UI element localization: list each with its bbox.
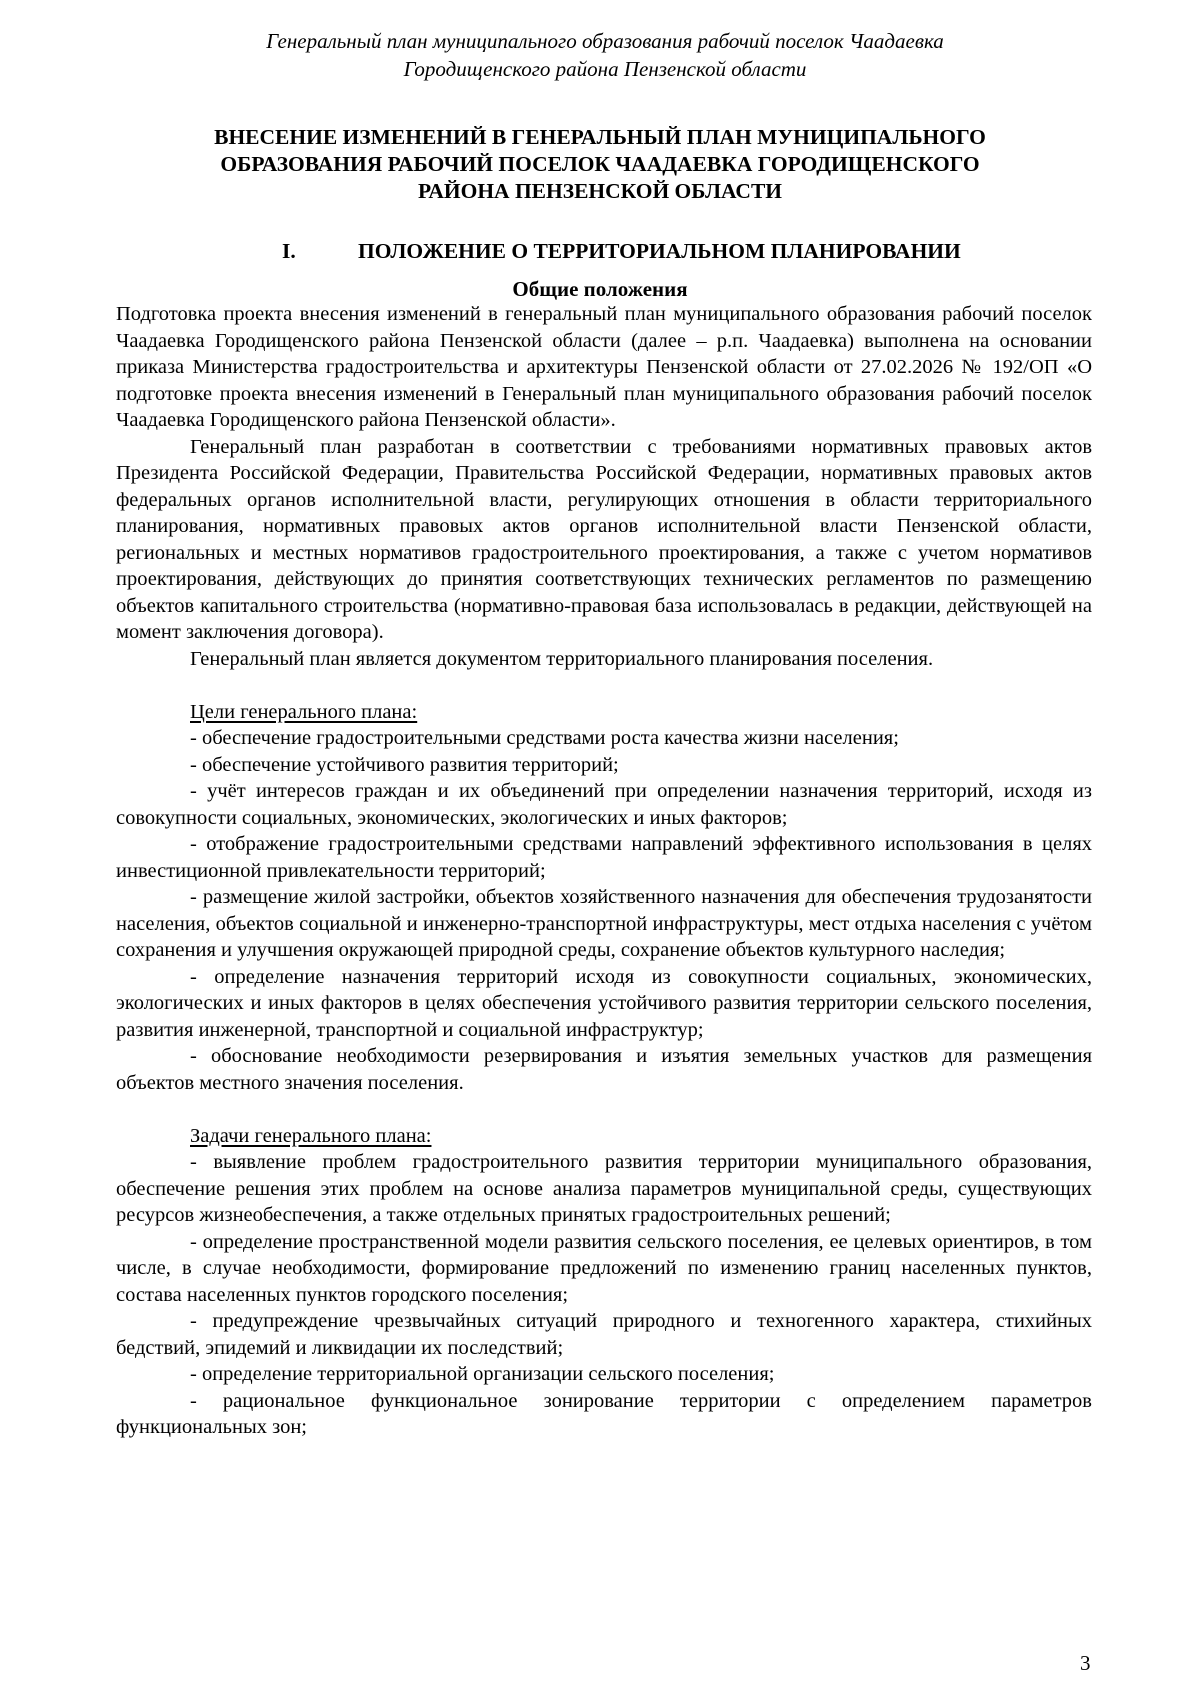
goal-item: - определение назначения территорий исходя из совокупности социальных, экономических, экологических и иных факторов в целях обеспечения устойчивого развития территории сельского поселения, развития инженерной, транспортной и социальной инфраструктур; bbox=[116, 965, 1092, 1041]
paragraph-basis: Подготовка проекта внесения изменений в генеральный план муниципального образования рабочий поселок Чаадаевка Городищенского района Пензенской области (далее – р.п. Чаадаевка) выполнена на основании приказа Министерства градостроительства и архитектуры Пензенской области от 27.02.2026 № 192/ОП «О подготовке проекта внесения изменений в Генеральный план муниципального образования рабочий поселок Чаадаевка Городищенского района Пензенской области». bbox=[116, 303, 1092, 431]
document-title-line-1: ВНЕСЕНИЕ ИЗМЕНЕНИЙ В ГЕНЕРАЛЬНЫЙ ПЛАН МУНИЦИПАЛЬНОГО bbox=[214, 125, 986, 149]
running-header-line-1: Генеральный план муниципального образования рабочий поселок Чаадаевка bbox=[266, 29, 944, 53]
goals-heading: Цели генерального плана: bbox=[190, 700, 418, 723]
task-item: - рациональное функциональное зонирование территории с определением параметров функциональных зон; bbox=[116, 1389, 1092, 1438]
goal-item: - учёт интересов граждан и их объединений при определении назначения территорий, исходя из совокупности социальных, экономических, экологических и иных факторов; bbox=[116, 780, 1092, 829]
running-header-line-2: Городищенского района Пензенской области bbox=[403, 57, 807, 81]
tasks-heading: Задачи генерального плана: bbox=[190, 1124, 432, 1147]
paragraph-document-status: Генеральный план является документом территориального планирования поселения. bbox=[190, 647, 934, 670]
document-body bbox=[116, 301, 1092, 1441]
spacer bbox=[116, 1096, 1092, 1123]
section-number: I. bbox=[282, 239, 296, 263]
goal-item: - размещение жилой застройки, объектов хозяйственного назначения для обеспечения трудозанятости населения, объектов социальной и инженерно-транспортной инфраструктуры, мест отдыха населения с учётом сохранения и улучшения окружающей природной среды, сохранение объектов культурного наследия; bbox=[116, 886, 1092, 961]
paragraph-legal-framework: Генеральный план разработан в соответствии с требованиями нормативных правовых актов Президента Российской Федерации, Правительства Российской Федерации, нормативных правовых актов федеральных органов исполнительной власти, регулирующих отношения в области территориального планирования, нормативных правовых актов органов исполнительной власти Пензенской области, региональных и местных нормативов градостроительного проектирования, а также с учетом нормативов проектирования, действующих до принятия соответствующих технических регламентов по размещению объектов капитального строительства (нормативно-правовая база использовалась в редакции, действующей на момент заключения договора). bbox=[116, 435, 1092, 643]
spacer bbox=[116, 672, 1092, 699]
goal-item: - отображение градостроительными средствами направлений эффективного использования в целях инвестиционной привлекательности территорий; bbox=[116, 833, 1092, 882]
document-title-line-3: РАЙОНА ПЕНЗЕНСКОЙ ОБЛАСТИ bbox=[417, 179, 783, 203]
page-number: 3 bbox=[1080, 1651, 1091, 1675]
subheading-general-provisions: Общие положения bbox=[512, 277, 688, 301]
goal-item: - обеспечение устойчивого развития территорий; bbox=[190, 753, 619, 776]
section-title: ПОЛОЖЕНИЕ О ТЕРРИТОРИАЛЬНОМ ПЛАНИРОВАНИИ bbox=[358, 239, 961, 263]
task-item: - предупреждение чрезвычайных ситуаций природного и техногенного характера, стихийных бедствий, эпидемий и ликвидации их последствий; bbox=[116, 1310, 1092, 1359]
goal-item: - обоснование необходимости резервирования и изъятия земельных участков для размещения объектов местного значения поселения. bbox=[116, 1045, 1092, 1094]
goal-item: - обеспечение градостроительными средствами роста качества жизни населения; bbox=[190, 727, 899, 749]
document-title-line-2: ОБРАЗОВАНИЯ РАБОЧИЙ ПОСЕЛОК ЧААДАЕВКА ГОРОДИЩЕНСКОГО bbox=[220, 152, 980, 176]
task-item: - определение территориальной организации сельского поселения; bbox=[190, 1363, 775, 1385]
task-item: - выявление проблем градостроительного развития территории муниципального образования, обеспечение решения этих проблем на основе анализа параметров муниципальной среды, существующих ресурсов жизнеобеспечения, а также отдельных принятых градостроительных решений; bbox=[116, 1151, 1092, 1226]
document-title bbox=[150, 124, 1050, 205]
running-header bbox=[150, 27, 1060, 83]
task-item: - определение пространственной модели развития сельского поселения, ее целевых ориентиров, в том числе, в случае необходимости, формирование предложений по изменению границ населенных пунктов, состава населенных пунктов городского поселения; bbox=[116, 1230, 1092, 1306]
